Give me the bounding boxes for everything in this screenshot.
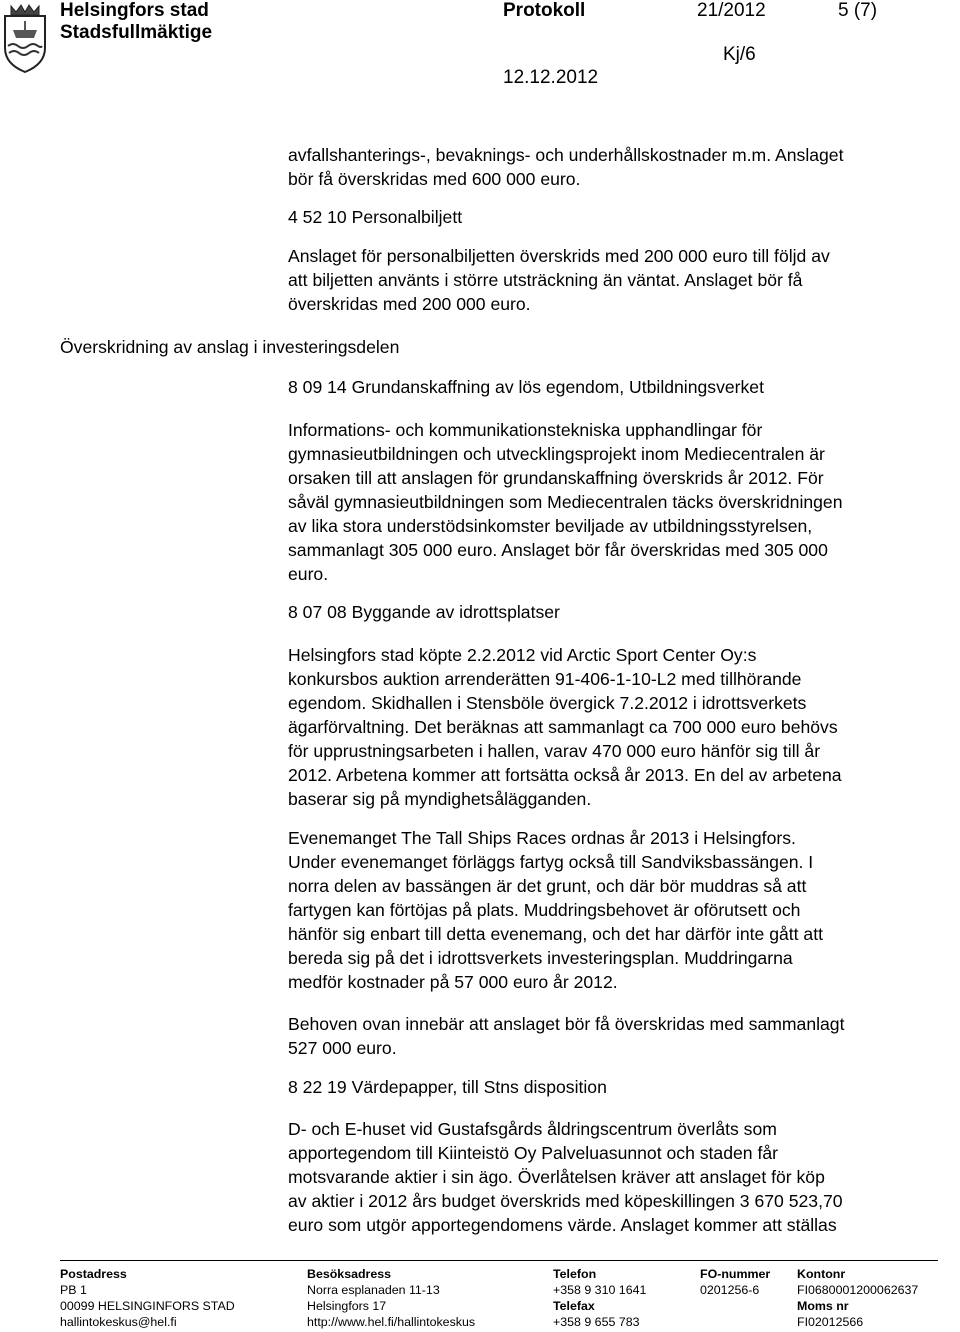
body-line: orsaken till att anslagen för grundanskaffning överskrids år 2012. För <box>288 468 824 488</box>
doc-number: 21/2012 <box>697 0 766 21</box>
helsinki-crest-icon <box>2 2 48 74</box>
body-line: 2012. Arbetena kommer att fortsätta också år 2013. En del av arbetena <box>288 765 842 785</box>
footer-label-telefax: Telefax <box>553 1299 595 1313</box>
page-number: 5 (7) <box>838 0 878 21</box>
footer-account-number: FI0680001200062637 <box>797 1283 919 1297</box>
footer-visit-city: Helsingfors 17 <box>307 1299 387 1313</box>
body-line: Anslaget för personalbiljetten överskrids med 200 000 euro till följd av <box>288 246 830 266</box>
footer-label-telefon: Telefon <box>553 1267 597 1281</box>
body-line: 527 000 euro. <box>288 1038 397 1058</box>
body-line: såväl gymnasieutbildningen som Mediecentralen täcks överskridningen <box>288 492 843 512</box>
org-name: Helsingfors stad <box>60 0 209 21</box>
body-line: konkursbos auktion arrenderätten 91-406-1-10-L2 med tillhörande <box>288 669 802 689</box>
body-line: gymnasieutbildningen och utvecklingsprojekt inom Mediecentralen är <box>288 444 825 464</box>
footer-fo-column <box>700 1266 770 1298</box>
body-line: av lika stora understödsinkomster beviljade av utbildningsstyrelsen, <box>288 516 813 536</box>
footer-label-moms: Moms nr <box>797 1299 849 1313</box>
body-line: Behoven ovan innebär att anslaget bör få överskridas med sammanlagt <box>288 1014 845 1034</box>
meeting-date: 12.12.2012 <box>503 67 599 88</box>
footer-label-fo-nummer: FO-nummer <box>700 1267 771 1281</box>
council-name: Stadsfullmäktige <box>60 22 213 43</box>
body-line: sammanlagt 305 000 euro. Anslaget bör får överskridas med 305 000 <box>288 540 828 560</box>
footer-divider <box>60 1260 938 1261</box>
footer-label-kontonr: Kontonr <box>797 1267 846 1281</box>
body-line: 8 09 14 Grundanskaffning av lös egendom, Utbildningsverket <box>288 377 764 397</box>
footer-postal-column <box>60 1266 235 1330</box>
body-line: euro. <box>288 564 329 584</box>
body-line: fartygen kan förtöjas på plats. Muddringsbehovet är oförutsett och <box>288 900 801 920</box>
body-line: egendom. Skidhallen i Stensböle övergick 7.2.2012 i idrottsverkets <box>288 693 807 713</box>
body-line: baserar sig på myndighetsålägganden. <box>288 789 592 809</box>
body-line: bereda sig på det i idrottsverkets investeringsplan. Muddringarna <box>288 948 793 968</box>
body-line: bör få överskridas med 600 000 euro. <box>288 169 581 189</box>
body-line: euro som utgör apportegendomens värde. Anslaget kommer att ställas <box>288 1215 837 1235</box>
footer-account-column <box>797 1266 918 1330</box>
footer-label-besoksadress: Besöksadress <box>307 1267 392 1281</box>
body-line: att biljetten använts i större utsträckning än väntat. Anslaget bör få <box>288 270 803 290</box>
footer-email-link[interactable]: hallintokeskus@hel.fi <box>60 1315 177 1329</box>
footer-phone-column <box>553 1266 646 1330</box>
body-line: 4 52 10 Personalbiljett <box>288 207 463 227</box>
body-line: 8 07 08 Byggande av idrottsplatser <box>288 602 560 622</box>
footer-po-box: PB 1 <box>60 1283 87 1297</box>
body-line: norra delen av bassängen är det grunt, och där bör muddras så att <box>288 876 807 896</box>
body-line: 8 22 19 Värdepapper, till Stns disposition <box>288 1077 607 1097</box>
footer-postal-city: 00099 HELSINGINFORS STAD <box>60 1299 235 1313</box>
footer-fo-number: 0201256-6 <box>700 1283 760 1297</box>
body-line: för upprustningsarbeten i hallen, varav 470 000 euro hänför sig till år <box>288 741 821 761</box>
body-line: ägarförvaltning. Det beräknas att sammanlagt ca 700 000 euro behövs <box>288 717 838 737</box>
body-line: Informations- och kommunikationstekniska upphandlingar för <box>288 420 763 440</box>
body-line: apportegendom till Kiinteistö Oy Palveluasunnot och staden får <box>288 1143 778 1163</box>
footer-vat-number: FI02012566 <box>797 1315 864 1329</box>
footer-website-link[interactable]: http://www.hel.fi/hallintokeskus <box>307 1315 476 1329</box>
section-number: Kj/6 <box>723 44 756 65</box>
body-line: medför kostnader på 57 000 euro år 2012. <box>288 972 618 992</box>
body-line: Helsingfors stad köpte 2.2.2012 vid Arctic Sport Center Oy:s <box>288 645 757 665</box>
footer-fax: +358 9 655 783 <box>553 1315 640 1329</box>
body-line: D- och E-huset vid Gustafsgårds åldringscentrum överlåts som <box>288 1119 777 1139</box>
body-line: av aktier i 2012 års budget överskrids med köpeskillingen 3 670 523,70 <box>288 1191 843 1211</box>
body-line: Evenemanget The Tall Ships Races ordnas år 2013 i Helsingfors. <box>288 828 796 848</box>
side-heading: Överskridning av anslag i investeringsdelen <box>60 337 400 357</box>
footer-street: Norra esplanaden 11-13 <box>307 1283 440 1297</box>
footer-visit-column <box>307 1266 475 1330</box>
doc-type: Protokoll <box>503 0 586 21</box>
body-line: avfallshanterings-, bevaknings- och underhållskostnader m.m. Anslaget <box>288 145 844 165</box>
body-line: överskridas med 200 000 euro. <box>288 294 531 314</box>
body-line: motsvarande aktier i sin ägo. Överlåtelsen kräver att anslaget för köp <box>288 1167 825 1187</box>
body-line: Under evenemanget förläggs fartyg också till Sandviksbassängen. I <box>288 852 814 872</box>
body-line: hänför sig enbart till detta evenemang, och det har därför inte gått att <box>288 924 823 944</box>
footer-phone: +358 9 310 1641 <box>553 1283 647 1297</box>
footer-label-postadress: Postadress <box>60 1267 127 1281</box>
